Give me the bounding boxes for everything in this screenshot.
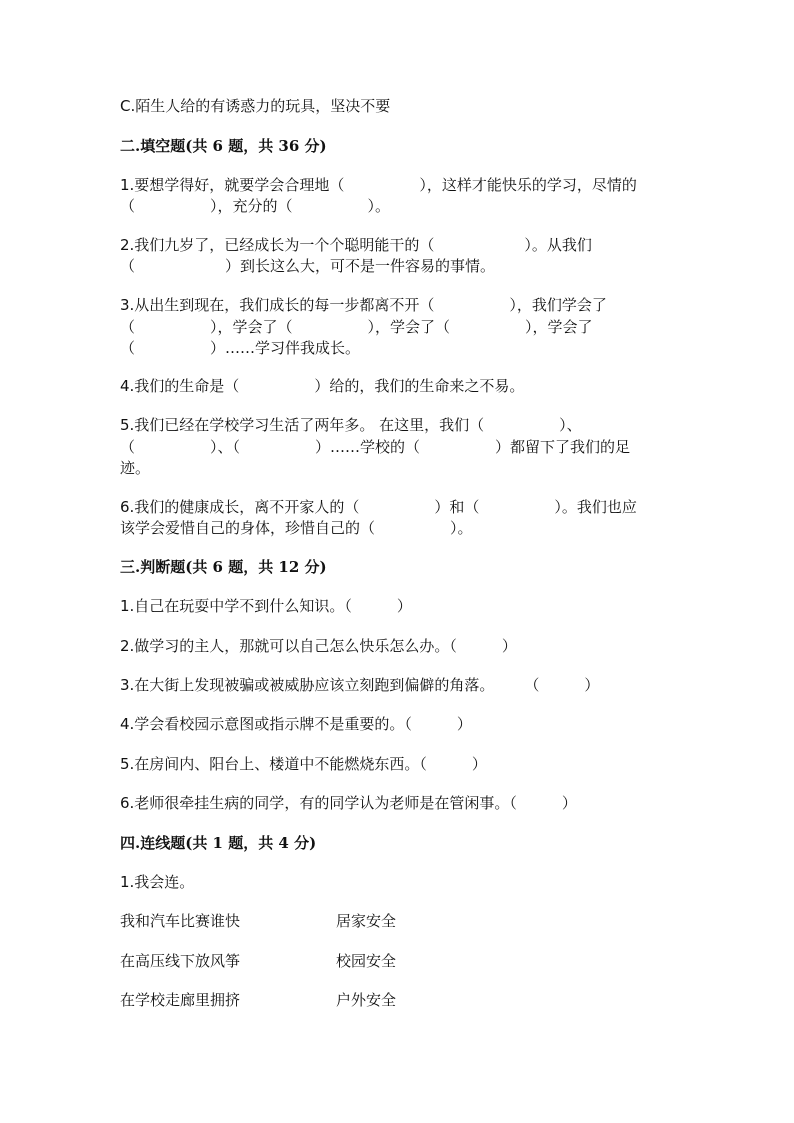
fill-q1-line2: （ ），充分的（ ）。 bbox=[120, 197, 391, 215]
fill-q2-line2: （ ）到长这么大，可不是一件容易的事情。 bbox=[120, 257, 496, 275]
option-c: C.陌生人给的有诱惑力的玩具，坚决不要 bbox=[120, 97, 391, 115]
fill-q5-line2: （ ）、（ ）……学校的（ ）都留下了我们的足 bbox=[120, 438, 631, 456]
fill-q5-line3: 迹。 bbox=[120, 459, 151, 477]
match-left-item-3: 在学校走廊里拥挤 bbox=[120, 991, 241, 1009]
judge-q4: 4.学会看校园示意图或指示牌不是重要的。（ ） bbox=[120, 715, 472, 733]
fill-q3-line1: 3.从出生到现在，我们成长的每一步都离不开（ ），我们学会了 bbox=[120, 296, 607, 314]
judge-q1: 1.自己在玩耍中学不到什么知识。（ ） bbox=[120, 597, 412, 615]
judge-q2: 2.做学习的主人，那就可以自己怎么快乐怎么办。（ ） bbox=[120, 637, 517, 655]
judge-q3: 3.在大街上发现被骗或被威胁应该立刻跑到偏僻的角落。 （ ） bbox=[120, 676, 600, 694]
judge-q6: 6.老师很牵挂生病的同学，有的同学认为老师是在管闲事。（ ） bbox=[120, 794, 577, 812]
section-heading-true-false: 三.判断题(共 6 题，共 12 分) bbox=[120, 558, 327, 576]
fill-q6-line1: 6.我们的健康成长，离不开家人的（ ）和（ ）。我们也应 bbox=[120, 498, 637, 516]
fill-q2-line1: 2.我们九岁了，已经成长为一个个聪明能干的（ ）。从我们 bbox=[120, 236, 592, 254]
fill-q3-line2: （ ），学会了（ ），学会了（ ），学会了 bbox=[120, 318, 593, 336]
section-heading-matching: 四.连线题(共 1 题，共 4 分) bbox=[120, 834, 317, 852]
match-right-item-2: 校园安全 bbox=[336, 952, 397, 970]
fill-q1-line1: 1.要想学得好，就要学会合理地（ ），这样才能快乐的学习，尽情的 bbox=[120, 176, 637, 194]
match-left-item-1: 我和汽车比赛谁快 bbox=[120, 912, 241, 930]
fill-q6-line2: 该学会爱惜自己的身体，珍惜自己的（ ）。 bbox=[120, 519, 473, 537]
fill-q4-line1: 4.我们的生命是（ ）给的，我们的生命来之不易。 bbox=[120, 377, 525, 395]
match-q1: 1.我会连。 bbox=[120, 873, 195, 891]
match-right-item-3: 户外安全 bbox=[336, 991, 397, 1009]
match-right-item-1: 居家安全 bbox=[336, 912, 397, 930]
fill-q3-line3: （ ）……学习伴我成长。 bbox=[120, 339, 361, 357]
section-heading-fill-blank: 二.填空题(共 6 题，共 36 分) bbox=[120, 137, 327, 155]
judge-q5: 5.在房间内、阳台上、楼道中不能燃烧东西。（ ） bbox=[120, 755, 487, 773]
fill-q5-line1: 5.我们已经在学校学习生活了两年多。 在这里，我们（ ）、 bbox=[120, 416, 582, 434]
match-left-item-2: 在高压线下放风筝 bbox=[120, 952, 241, 970]
